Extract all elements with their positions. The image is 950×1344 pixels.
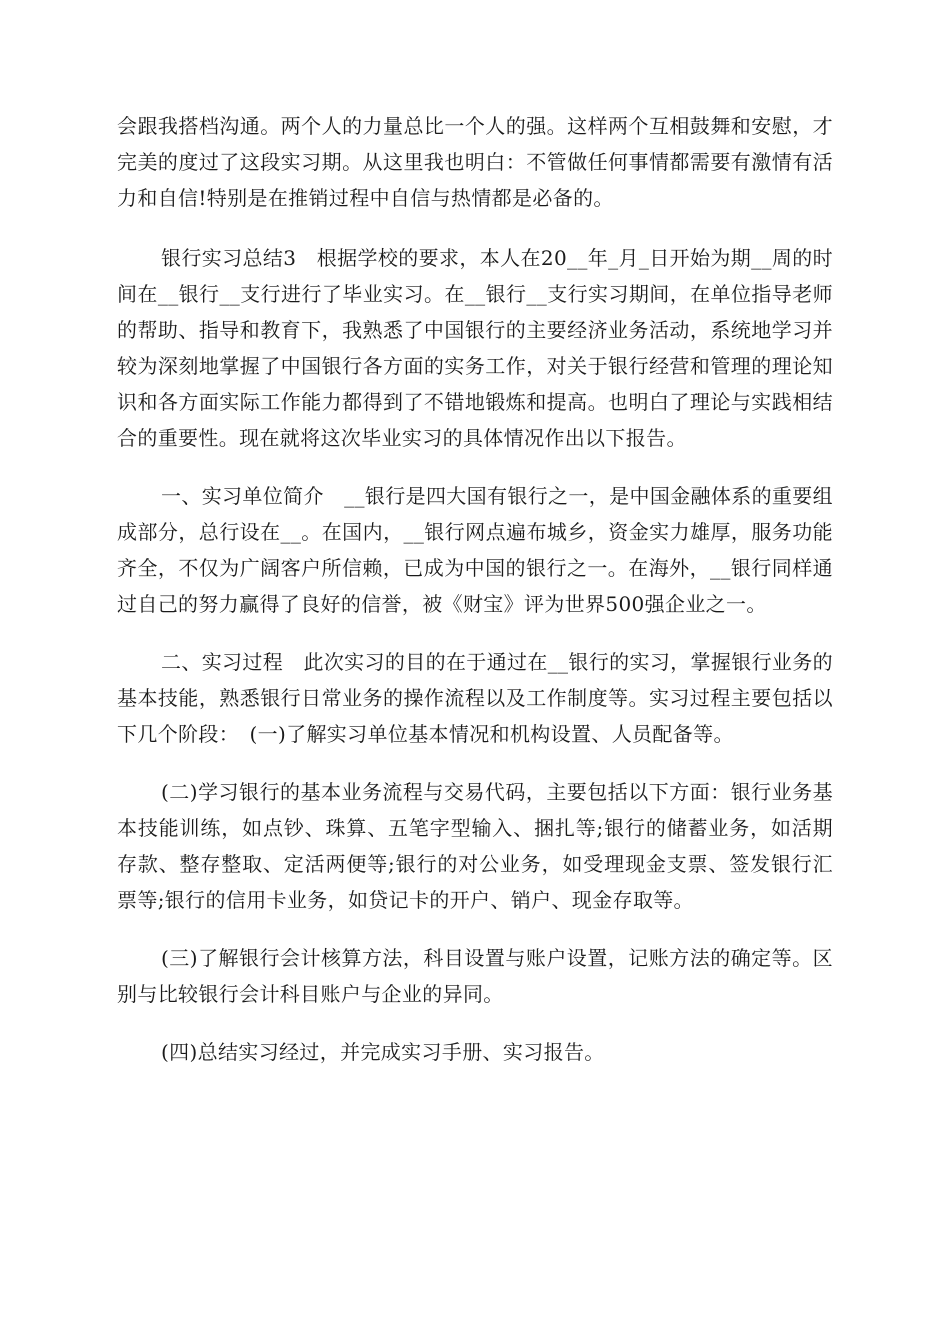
paragraph-stage-2: (二)学习银行的基本业务流程与交易代码，主要包括以下方面：银行业务基本技能训练，如点钞、珠算、五笔字型输入、捆扎等;银行的储蓄业务，如活期存款、整存整取、定活两便等;银行的对公业务，如受理现金支票、签发银行汇票等;银行的信用卡业务，如贷记卡的开户、销户、现金存取等。 xyxy=(117,780,833,912)
paragraph-stage-4: (四)总结实习经过，并完成实习手册、实习报告。 xyxy=(161,1040,605,1064)
paragraph-summary-3: 银行实习总结3 根据学校的要求，本人在20__年_月_日开始为期__周的时间在__银行__支行进行了毕业实习。在__银行__支行实习期间，在单位指导老师的帮助、指导和教育下，我熟悉了中国银行的主要经济业务活动，系统地学习并较为深刻地掌握了中国银行各方面的实务工作，对关于银行经营和管理的理论知识和各方面实际工作能力都得到了不错地锻炼和提高。也明白了理论与实践相结合的重要性。现在就将这次毕业实习的具体情况作出以下报告。 xyxy=(117,246,833,450)
paragraph-stage-3: (三)了解银行会计核算方法，科目设置与账户设置，记账方法的确定等。区别与比较银行会计科目账户与企业的异同。 xyxy=(117,946,833,1006)
paragraph-process: 二、实习过程 此次实习的目的在于通过在__银行的实习，掌握银行业务的基本技能，熟悉银行日常业务的操作流程以及工作制度等。实习过程主要包括以下几个阶段： (一)了解实习单位基本情况和机构设置、人员配备等。 xyxy=(117,650,833,746)
paragraph-unit-intro: 一、实习单位简介 __银行是四大国有银行之一，是中国金融体系的重要组成部分，总行设在__。在国内，__银行网点遍布城乡，资金实力雄厚，服务功能齐全，不仅为广阔客户所信赖，已成为中国的银行之一。在海外，__银行同样通过自己的努力赢得了良好的信誉，被《财宝》评为世界500强企业之一。 xyxy=(117,484,833,616)
document-body xyxy=(117,108,833,1092)
paragraph-continuation: 会跟我搭档沟通。两个人的力量总比一个人的强。这样两个互相鼓舞和安慰，才完美的度过了这段实习期。从这里我也明白：不管做任何事情都需要有激情有活力和自信!特别是在推销过程中自信与热情都是必备的。 xyxy=(117,114,833,210)
